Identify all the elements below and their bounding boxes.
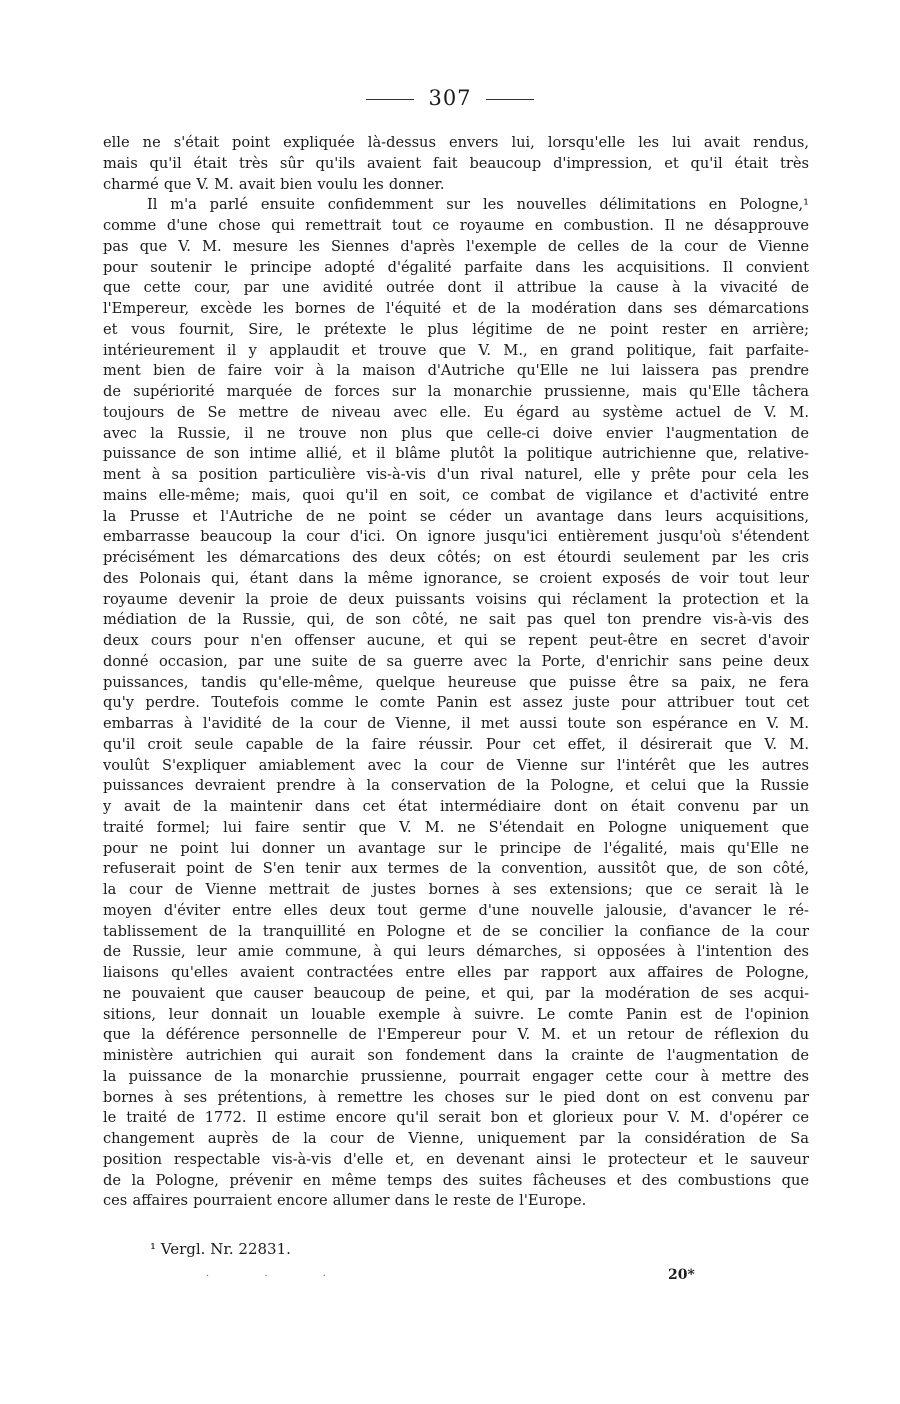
text-line: pour ne point lui donner un avantage sur le principe de l'égalité, mais qu'Elle ne: [103, 839, 809, 857]
body-text: [103, 133, 809, 1212]
text-line: refuserait point de S'en tenir aux termes de la convention, aussitôt que, de son côté,: [103, 860, 809, 878]
text-line: ministère autrichien qui aurait son fondement dans la crainte de l'augmentation de: [103, 1047, 809, 1064]
text-line: Il m'a parlé ensuite confidemment sur les nouvelles délimitations en Pologne,¹: [147, 196, 809, 214]
text-line: la puissance de la monarchie prussienne, pourrait engager cette cour à mettre des: [103, 1067, 809, 1085]
text-line: bornes à ses prétentions, à remettre les choses sur le pied dont on est convenu par: [103, 1088, 809, 1106]
text-line: de la Pologne, prévenir en même temps des suites fâcheuses et des combustions que: [103, 1171, 809, 1189]
text-line: position respectable vis-à-vis d'elle et, en devenant ainsi le protecteur et le sauveur: [103, 1150, 809, 1168]
text-line: charmé que V. M. avait bien voulu les donner.: [103, 175, 445, 193]
text-line: embarrasse beaucoup la cour d'ici. On ignore jusqu'ici entièrement jusqu'où s'étendent: [103, 528, 809, 546]
text-line: y avait de la maintenir dans cet état intermédiaire dont on était convenu par un: [103, 798, 809, 815]
text-line: ment bien de faire voir à la maison d'Autriche qu'Elle ne lui laissera pas prendre: [103, 362, 809, 380]
print-specks: · · ·: [206, 1271, 352, 1282]
text-line: le traité de 1772. Il estime encore qu'il serait bon et glorieux pour V. M. d'opérer ce: [103, 1109, 809, 1127]
text-line: puissance de son intime allié, et il blâme plutôt la politique autrichienne que, relative-: [103, 445, 809, 463]
text-line: tablissement de la tranquillité en Pologne et de se concilier la confiance de la cour: [103, 922, 809, 940]
text-line: avec la Russie, il ne trouve non plus que celle-ci doive envier l'augmentation de: [103, 424, 809, 442]
header-rule-right: [486, 99, 534, 100]
text-line: ces affaires pourraient encore allumer dans le reste de l'Europe.: [103, 1192, 587, 1210]
sheet-signature: 20*: [668, 1267, 695, 1283]
text-line: mais qu'il était très sûr qu'ils avaient fait beaucoup d'impression, et qu'il était très: [103, 154, 809, 172]
text-line: pas que V. M. mesure les Siennes d'après l'exemple de celles de la cour de Vienne: [103, 237, 809, 255]
text-line: puissances, tandis qu'elle-même, quelque heureuse que puisse être sa paix, ne fera: [103, 673, 809, 691]
text-line: qu'y perdre. Toutefois comme le comte Panin est assez juste pour attribuer tout cet: [103, 694, 809, 712]
text-line: donné occasion, par une suite de sa guerre avec la Porte, d'enrichir sans peine deux: [103, 652, 809, 670]
text-line: ment à sa position particulière vis-à-vis d'un rival naturel, elle y prête pour cela les: [103, 466, 809, 483]
text-line: et vous fournit, Sire, le prétexte le plus légitime de ne point rester en arrière;: [103, 320, 809, 338]
text-line: mains elle-même; mais, quoi qu'il en soit, ce combat de vigilance et d'activité entre: [103, 486, 809, 504]
footnote: ¹ Vergl. Nr. 22831.: [150, 1240, 291, 1258]
text-line: médiation de la Russie, qui, de son côté, ne sait pas quel ton prendre vis-à-vis des: [103, 611, 809, 629]
text-line: précisément les démarcations des deux côtés; on est étourdi seulement par les cris: [103, 549, 809, 566]
text-line: traité formel; lui faire sentir que V. M. ne S'étendait en Pologne uniquement que: [103, 818, 809, 836]
text-line: la Prusse et l'Autriche de ne point se céder un avantage dans leurs acquisitions,: [103, 507, 809, 525]
text-line: voulût S'expliquer amiablement avec la cour de Vienne sur l'intérêt que les autres: [103, 756, 809, 774]
text-line: puissances devraient prendre à la conservation de la Pologne, et celui que la Russie: [103, 777, 809, 795]
text-line: elle ne s'était point expliquée là-dessus envers lui, lorsqu'elle les lui avait rendus,: [103, 134, 809, 151]
text-line: qu'il croit seule capable de la faire réussir. Pour cet effet, il désirerait que V. M.: [103, 735, 809, 753]
text-line: ne pouvaient que causer beaucoup de peine, et qui, par la modération de ses acqui-: [103, 984, 809, 1002]
text-line: liaisons qu'elles avaient contractées entre elles par rapport aux affaires de Pologne,: [103, 964, 809, 981]
text-line: deux cours pour n'en offenser aucune, et qui se repent peut-être en secret d'avoir: [103, 632, 809, 649]
text-line: comme d'une chose qui remettrait tout ce royaume en combustion. Il ne désapprouve: [103, 217, 809, 234]
text-line: sitions, leur donnait un louable exemple à suivre. Le comte Panin est de l'opinion: [103, 1005, 809, 1023]
header-rule-left: [366, 99, 414, 100]
text-line: l'Empereur, excède les bornes de l'équité et de la modération dans ses démarcations: [103, 300, 809, 317]
page-header: [0, 86, 900, 110]
text-line: que cette cour, par une avidité outrée dont il attribue la cause à la vivacité de: [103, 279, 809, 297]
text-line: embarras à l'avidité de la cour de Vienne, il met aussi toute son espérance en V. M.: [103, 715, 809, 732]
text-line: de Russie, leur amie commune, à qui leurs démarches, si opposées à l'intention des: [103, 943, 809, 961]
text-line: la cour de Vienne mettrait de justes bornes à ses extensions; que ce serait là le: [103, 881, 809, 898]
text-line: intérieurement il y applaudit et trouve que V. M., en grand politique, fait parfaite-: [103, 341, 809, 359]
text-line: royaume devenir la proie de deux puissants voisins qui réclament la protection et la: [103, 590, 809, 608]
text-line: toujours de Se mettre de niveau avec elle. Eu égard au système actuel de V. M.: [103, 403, 809, 421]
text-line: de supériorité marquée de forces sur la monarchie prussienne, mais qu'Elle tâchera: [103, 383, 809, 400]
paragraph: [103, 195, 809, 1212]
text-line: pour soutenir le principe adopté d'égalité parfaite dans les acquisitions. Il convient: [103, 258, 809, 276]
text-line: changement auprès de la cour de Vienne, uniquement par la considération de Sa: [103, 1130, 809, 1147]
paragraph: [103, 133, 809, 195]
text-line: des Polonais qui, étant dans la même ignorance, se croient exposés de voir tout leur: [103, 569, 809, 587]
text-line: que la déférence personnelle de l'Empereur pour V. M. et un retour de réflexion du: [103, 1026, 809, 1044]
page-number: 307: [428, 86, 472, 110]
text-line: moyen d'éviter entre elles deux tout germe d'une nouvelle jalousie, d'avancer le ré-: [103, 901, 809, 919]
